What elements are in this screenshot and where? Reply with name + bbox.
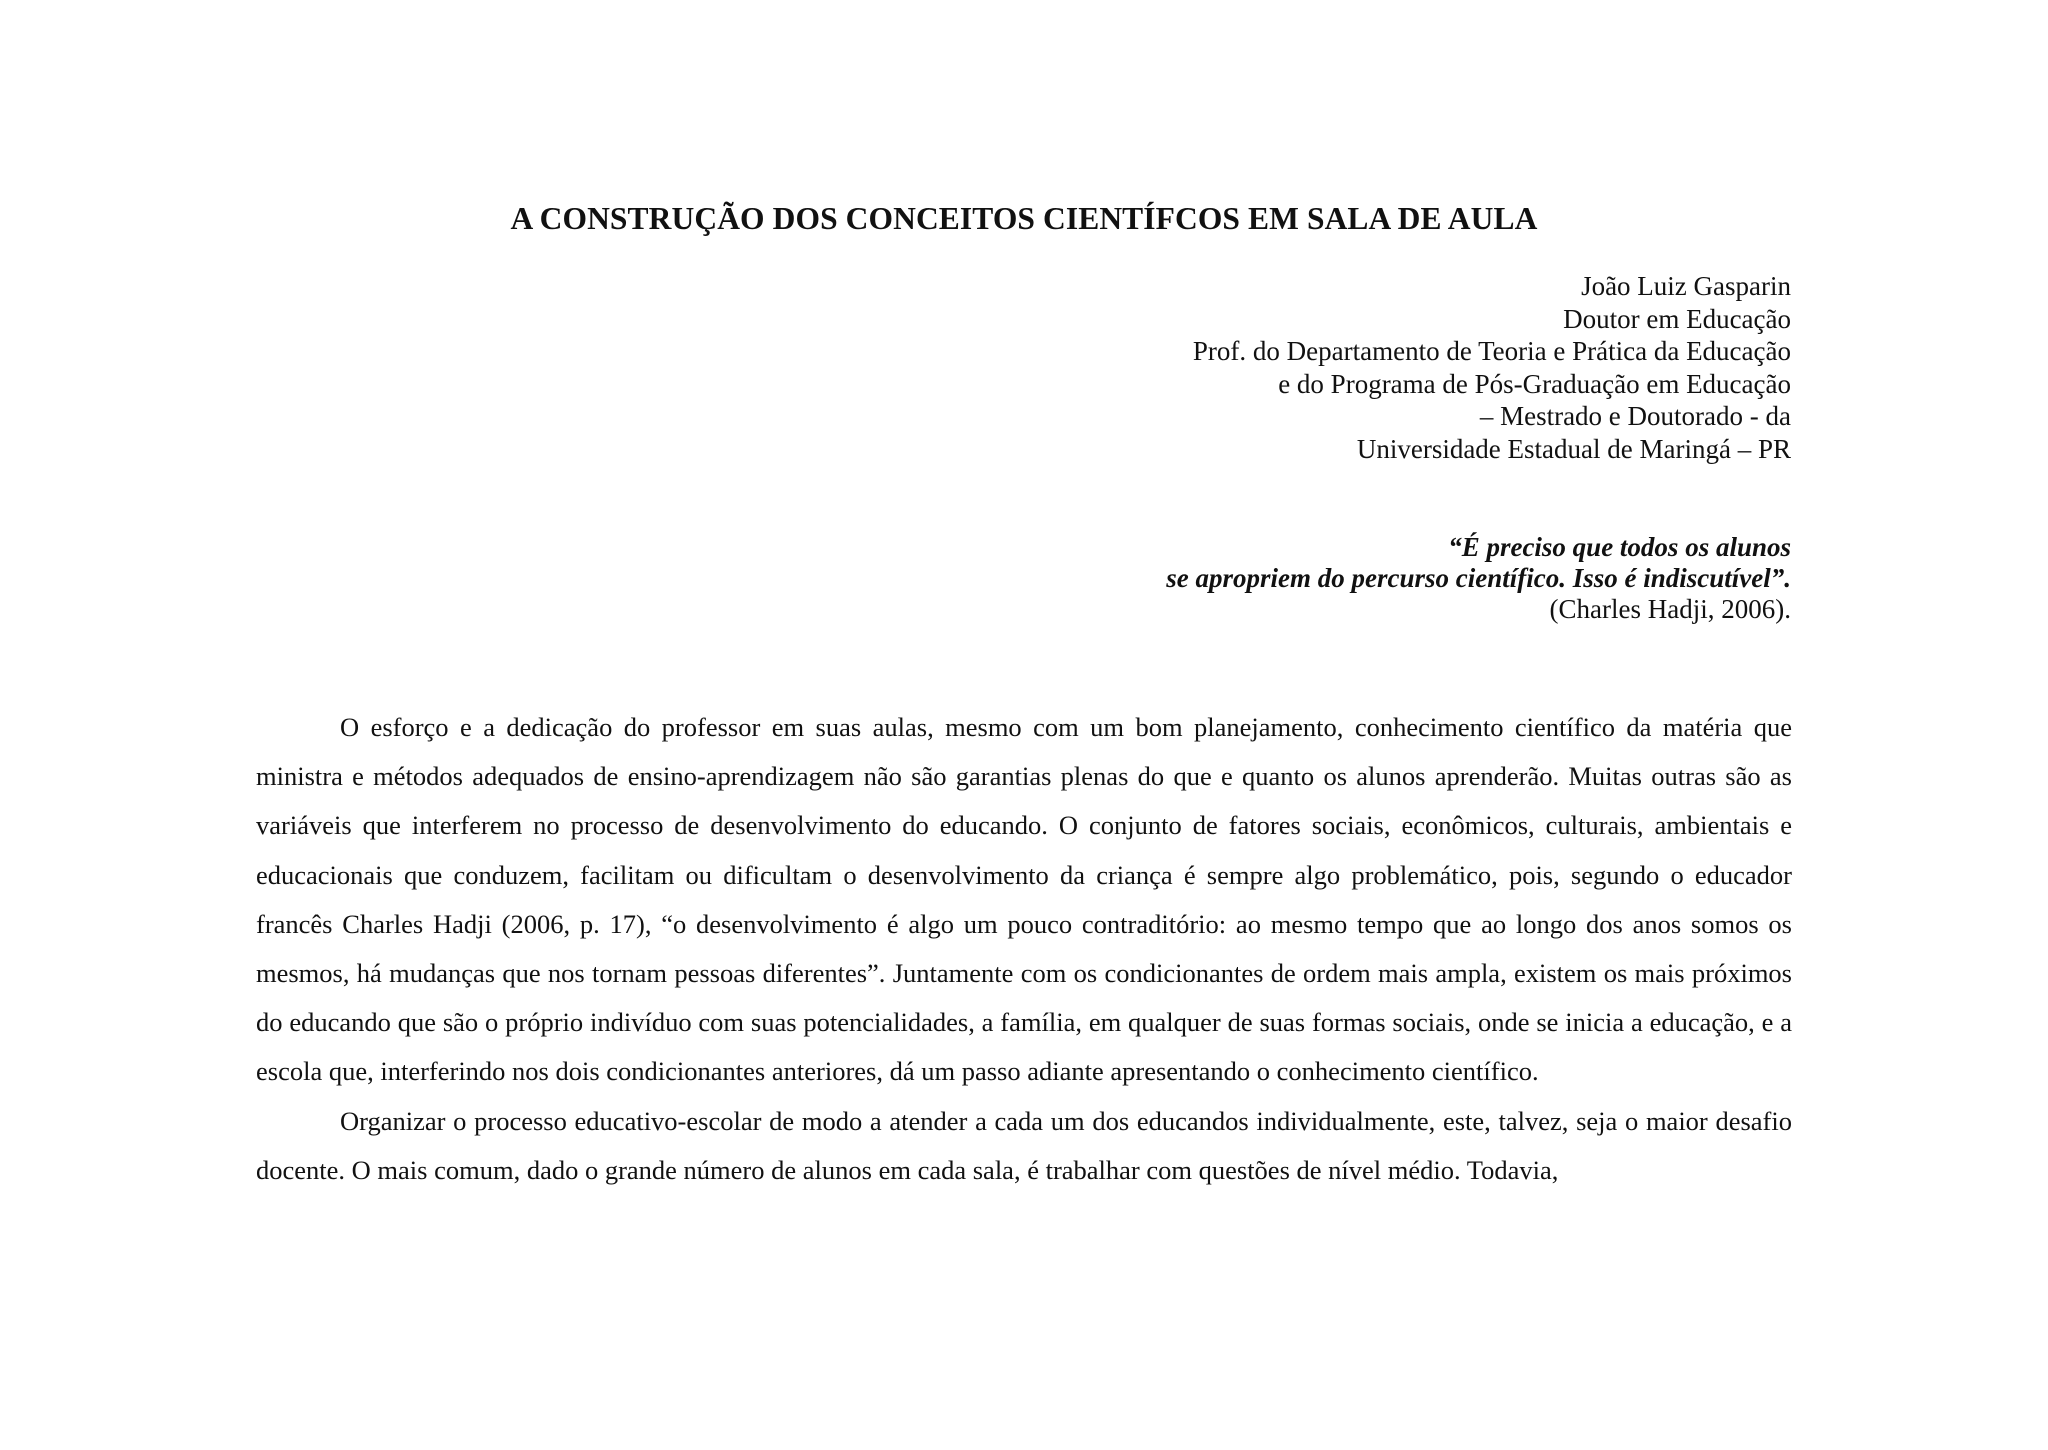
- author-position: Prof. do Departamento de Teoria e Prática da Educação: [1192, 336, 1791, 366]
- author-name: João Luiz Gasparin: [1581, 271, 1791, 301]
- author-university: Universidade Estadual de Maringá – PR: [1356, 433, 1791, 464]
- author-degree: Doutor em Educação: [1563, 303, 1791, 334]
- author-block: [891, 270, 1791, 465]
- epigraph-source: (Charles Hadji, 2006).: [1549, 594, 1791, 624]
- epigraph-quote-line: se apropriem do percurso científico. Isso é indiscutível”.: [1166, 563, 1791, 593]
- epigraph-quote-line: “É preciso que todos os alunos: [1448, 532, 1791, 562]
- body-text: [256, 703, 1792, 1195]
- epigraph: [891, 532, 1791, 625]
- paragraph: Organizar o processo educativo-escolar de modo a atender a cada um dos educandos individualmente, este, talvez, seja o maior desafio docente. O mais comum, dado o grande número de alunos em cada sala, é trabalhar com questões de nível médio. Todavia,: [256, 1105, 1792, 1185]
- author-program: e do Programa de Pós-Graduação em Educação: [1278, 368, 1791, 399]
- author-program-level: – Mestrado e Doutorado - da: [1479, 401, 1791, 431]
- paragraph: O esforço e a dedicação do professor em suas aulas, mesmo com um bom planejamento, conhecimento científico da matéria que ministra e métodos adequados de ensino-aprendizagem não são garantias plenas do que e quanto os alunos aprenderão. Muitas outras são as variáveis que interferem no processo de desenvolvimento do educando. O conjunto de fatores sociais, econômicos, culturais, ambientais e educacionais que conduzem, facilitam ou dificultam o desenvolvimento da criança é sempre algo problemático, pois, segundo o educador francês Charles Hadji (2006, p. 17), “o desenvolvimento é algo um pouco contraditório: ao mesmo tempo que ao longo dos anos somos os mesmos, há mudanças que nos tornam pessoas diferentes”. Juntamente com os condicionantes de ordem mais ampla, existem os mais próximos do educando que são o próprio indivíduo com suas potencialidades, a família, em qualquer de suas formas sociais, onde se inicia a educação, e a escola que, interferindo nos dois condicionantes anteriores, dá um passo adiante apresentando o conhecimento científico.: [256, 712, 1792, 1087]
- document-title: A CONSTRUÇÃO DOS CONCEITOS CIENTÍFCOS EM SALA DE AULA: [510, 201, 1538, 236]
